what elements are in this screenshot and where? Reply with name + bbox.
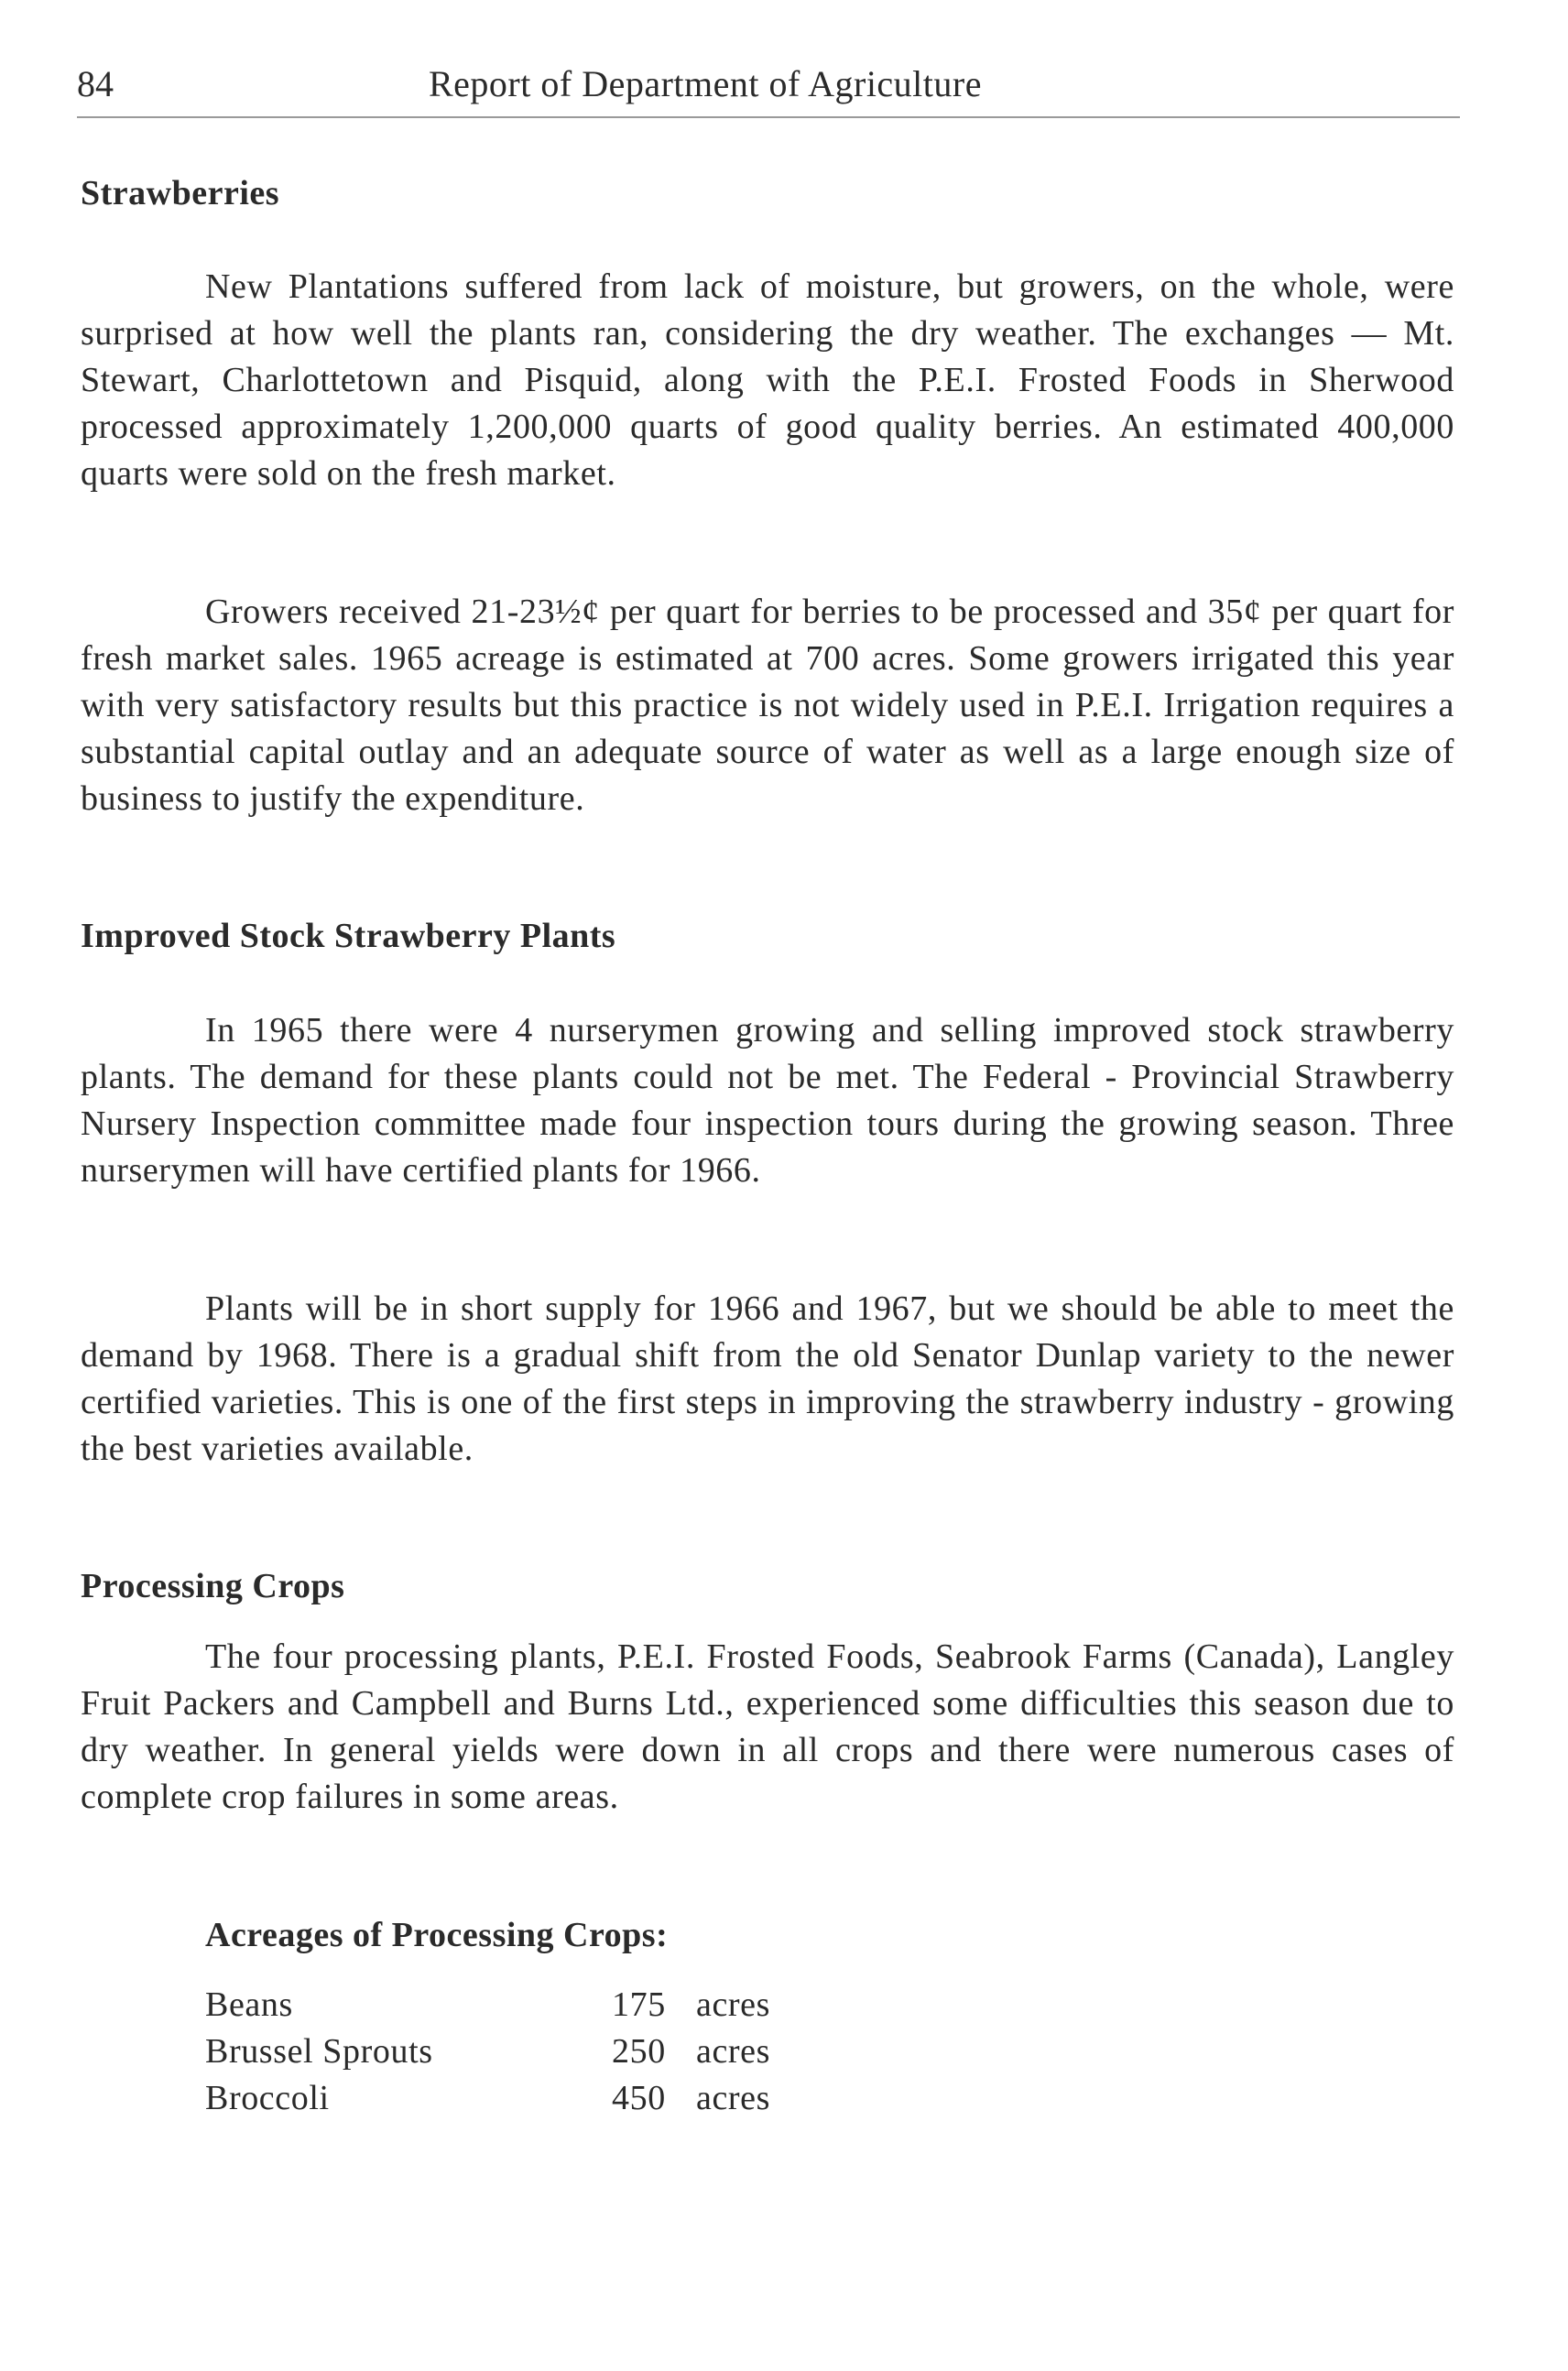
page-number: 84 bbox=[77, 63, 114, 104]
table-row bbox=[205, 2075, 770, 2122]
table-row bbox=[205, 1982, 770, 2028]
crop-acreage: 175 bbox=[612, 1985, 666, 2024]
table-row bbox=[205, 2028, 770, 2075]
running-head: Report of Department of Agriculture bbox=[429, 63, 982, 104]
paragraph-improved-stock-2: Plants will be in short supply for 1966 and 1967, but we should be able to meet the demand by 1968. There is a gradual shift from the old Senator Dunlap variety to the newer certified varieties. This is one of the first steps in improving the strawberry industry - growing the best varieties available. bbox=[81, 1289, 1454, 1468]
header-rule bbox=[77, 116, 1460, 118]
section-heading-processing-crops: Processing Crops bbox=[81, 1567, 345, 1605]
crop-name: Broccoli bbox=[205, 2079, 330, 2117]
acreage-table bbox=[205, 1982, 770, 2122]
paragraph-processing-crops-1: The four processing plants, P.E.I. Frosted Foods, Seabrook Farms (Canada), Langley Fruit Packers and Campbell and Burns Ltd., experienced some difficulties this season due to dry weather. In general yields were down in all crops and there were numerous cases of complete crop failures in some areas. bbox=[81, 1637, 1454, 1816]
crop-acreage: 450 bbox=[612, 2079, 666, 2117]
acreage-table-heading: Acreages of Processing Crops: bbox=[205, 1916, 669, 1954]
crop-acreage: 250 bbox=[612, 2032, 666, 2071]
crop-name: Brussel Sprouts bbox=[205, 2032, 433, 2071]
paragraph-strawberries-2: Growers received 21-23½¢ per quart for berries to be processed and 35¢ per quart for fresh market sales. 1965 acreage is estimated at 700 acres. Some growers irrigated this year with very satisfactory results but this practice is not widely used in P.E.I. Irrigation requires a substantial capital outlay and an adequate source of water as well as a large enough size of business to justify the expenditure. bbox=[81, 593, 1454, 818]
crop-unit: acres bbox=[696, 2032, 771, 2071]
paragraph-improved-stock-1: In 1965 there were 4 nurserymen growing and selling improved stock strawberry plants. The demand for these plants could not be met. The Federal - Provincial Strawberry Nursery Inspection committee made four inspection tours during the growing season. Three nurserymen will have certified plants for 1966. bbox=[81, 1011, 1454, 1190]
section-heading-improved-stock: Improved Stock Strawberry Plants bbox=[81, 917, 616, 955]
crop-unit: acres bbox=[696, 2079, 771, 2117]
page-header bbox=[77, 57, 1460, 112]
crop-name: Beans bbox=[205, 1985, 293, 2024]
crop-unit: acres bbox=[696, 1985, 771, 2024]
paragraph-strawberries-1: New Plantations suffered from lack of moisture, but growers, on the whole, were surprised at how well the plants ran, considering the dry weather. The exchanges — Mt. Stewart, Charlottetown and Pisquid, along with the P.E.I. Frosted Foods in Sherwood processed approximately 1,200,000 quarts of good quality berries. An estimated 400,000 quarts were sold on the fresh market. bbox=[81, 267, 1454, 493]
section-heading-strawberries: Strawberries bbox=[81, 174, 280, 212]
